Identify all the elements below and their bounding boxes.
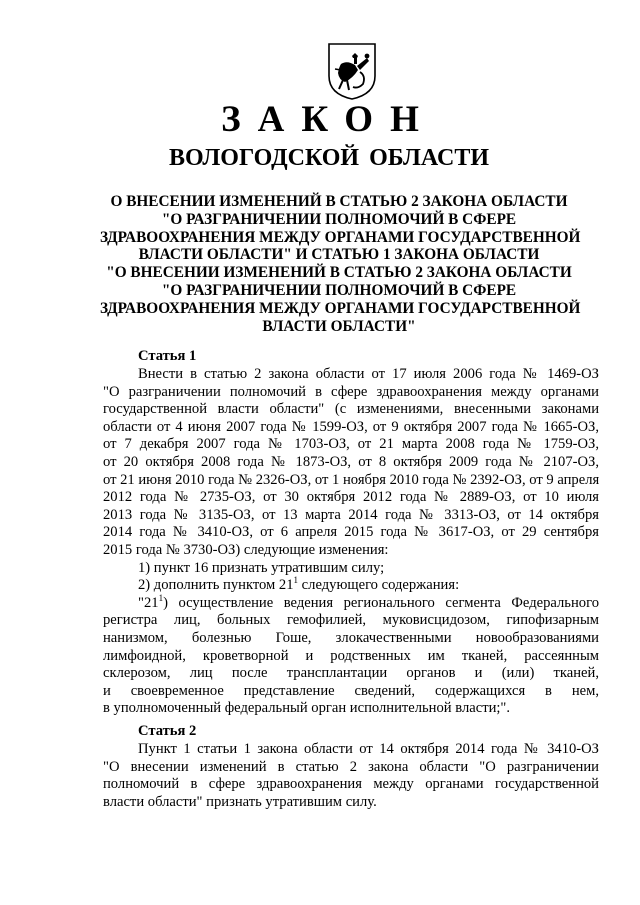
paragraph-line: от 21 июня 2010 года № 2326-ОЗ, от 1 ноября 2010 года № 2392-ОЗ, от 9 апреля [103,471,600,488]
paragraph-line: 2014 года № 3410-ОЗ, от 6 апреля 2015 года № 3617-ОЗ, от 29 сентября [103,524,599,541]
region-name: ВОЛОГОДСКОЙ ОБЛАСТИ [168,145,490,171]
list-item: 2) дополнить пунктом $21^1$ следующего содержания: [138,575,460,594]
article-1-body [103,366,599,718]
paragraph-line: 2013 года № 3135-ОЗ, от 13 марта 2014 года № 3313-ОЗ, от 14 октября [103,506,599,523]
paragraph-line: от 7 декабря 2007 года № 1703-ОЗ, от 21 марта 2008 года № 1759-ОЗ, [103,436,599,453]
quote-line: в уполномоченный федеральный орган исполнительной власти;". [103,700,511,717]
paragraph-line: государственной власти области" (с изменениями, внесенными законами [103,401,599,418]
paragraph-line: полномочий в сфере здравоохранения между органами государственной [103,776,599,793]
subject-line: "О ВНЕСЕНИИ ИЗМЕНЕНИЙ В СТАТЬЮ 2 ЗАКОНА ОБЛАСТИ [106,264,572,282]
paragraph-line: Внести в статью 2 закона области от 17 июля 2006 года № 1469-ОЗ [138,366,599,382]
subject-line: "О РАЗГРАНИЧЕНИИ ПОЛНОМОЧИЙ В СФЕРЕ [161,281,517,299]
law-subject [100,193,581,335]
article-2-body [103,741,599,811]
paragraph-line: Пункт 1 статьи 1 закона области от 14 октября 2014 года № 3410-ОЗ [138,741,599,757]
law-title: ЗАКОН [221,99,436,140]
paragraph-line: области от 4 июня 2007 года № 1599-ОЗ, от 9 октября 2007 года № 1665-ОЗ, [103,418,599,435]
paragraph-line: власти области" признать утратившим силу. [103,793,377,810]
subject-line: ЗДРАВООХРАНЕНИЯ МЕЖДУ ОРГАНАМИ ГОСУДАРСТВЕННОЙ [100,228,581,246]
subject-line: ЗДРАВООХРАНЕНИЯ МЕЖДУ ОРГАНАМИ ГОСУДАРСТВЕННОЙ [100,299,581,317]
quote-line: и своевременное представление сведений, содержащихся в нем, [103,682,599,699]
paragraph-line: "О внесении изменений в статью 2 закона области "О разграничении [103,758,599,775]
paragraph-line: "О разграничении полномочий в сфере здравоохранения между органами [103,383,599,400]
paragraph-line: от 20 октября 2008 года № 1873-ОЗ, от 8 октября 2009 года № 2107-ОЗ, [103,453,599,470]
subject-line: "О РАЗГРАНИЧЕНИИ ПОЛНОМОЧИЙ В СФЕРЕ [161,210,517,228]
subject-line: ВЛАСТИ ОБЛАСТИ" И СТАТЬЮ 1 ЗАКОНА ОБЛАСТИ [138,246,540,264]
quote-line: регистра лиц, больных гемофилией, муковисцидозом, гипофизарным [103,612,599,629]
quote-line: лимфоидной, кроветворной и родственных им тканей, рассеянным [103,647,599,664]
list-item: 1) пункт 16 признать утратившим силу; [138,559,385,576]
quote-line: нанизмом, болезнью Гоше, злокачественными новообразованиями [103,629,599,646]
coat-of-arms-icon [327,42,377,100]
subject-line: ВЛАСТИ ОБЛАСТИ" [262,317,416,335]
paragraph-line: 2015 года № 3730-ОЗ) следующие изменения: [103,541,389,558]
article-2-heading: Статья 2 [138,723,197,739]
paragraph-line: 2012 года № 2735-ОЗ, от 30 октября 2012 года № 2889-ОЗ, от 10 июля [103,489,599,506]
subject-line: О ВНЕСЕНИИ ИЗМЕНЕНИЙ В СТАТЬЮ 2 ЗАКОНА ОБЛАСТИ [110,193,568,210]
article-1-heading: Статья 1 [138,348,197,364]
quote-line: склерозом, лиц после трансплантации органов и (или) тканей, [103,665,599,682]
quote-line: "$21^1$) осуществление ведения регионального сегмента Федерального [138,592,599,611]
